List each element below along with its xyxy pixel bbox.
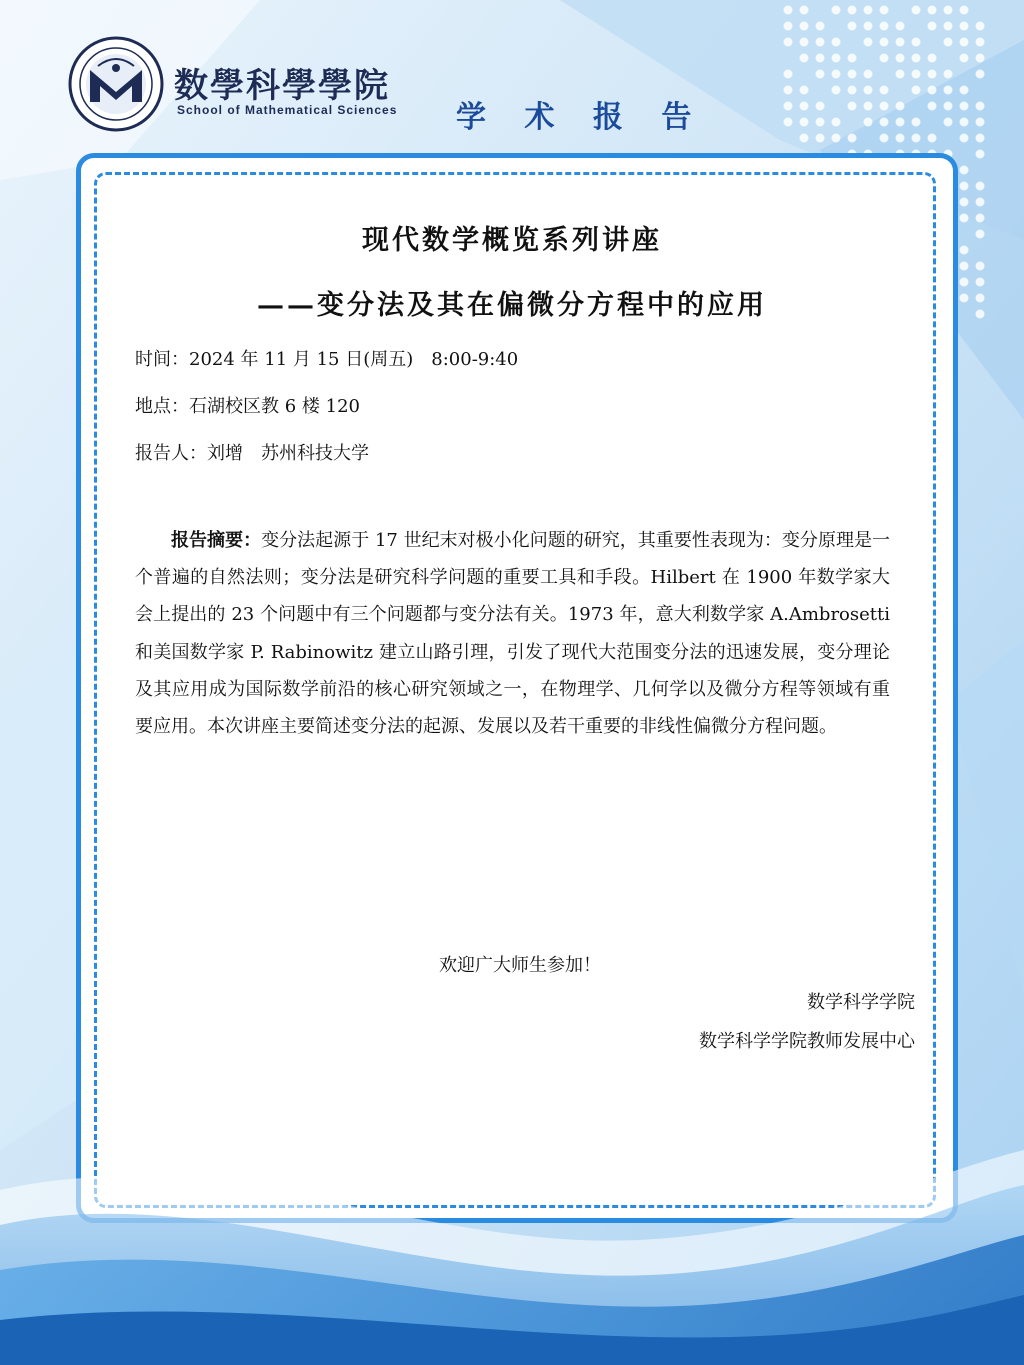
organizer-school: 数学科学学院 [807, 992, 915, 1013]
lecture-speaker: 报告人：刘增 苏州科技大学 [135, 443, 369, 464]
lecture-time: 时间：2024 年 11 月 15 日(周五) 8:00-9:40 [135, 349, 519, 370]
school-name-cn: 数學科學學院 [174, 66, 390, 106]
school-logo-icon [68, 36, 164, 132]
school-name-en: School of Mathematical Sciences [177, 103, 398, 117]
welcome-text: 欢迎广大师生参加！ [439, 955, 601, 976]
academic-report-badge: 学 术 报 告 [456, 100, 706, 135]
organizer-center: 数学科学学院教师发展中心 [699, 1031, 915, 1052]
lecture-series-title: 现代数学概览系列讲座 [362, 225, 662, 256]
abstract-label: 报告摘要： [171, 530, 262, 551]
lecture-location: 地点：石湖校区教 6 楼 120 [135, 396, 360, 417]
header [0, 0, 1024, 150]
lecture-abstract [135, 522, 890, 745]
abstract-text: 变分法起源于 17 世纪末对极小化问题的研究，其重要性表现为：变分原理是一个普遍的自然法则；变分法是研究科学问题的重要工具和手段。Hilbert 在 1900 年数学家大会上提出的 23 个问题中有三个问题都与变分法有关。1973 年，意大利数学家 A.Ambrosetti 和美国数学家 P. Rabinowitz 建立山路引理，引发了现代大范围变分法的迅速发展，变分理论及其应用成为国际数学前沿的核心研究领域之一，在物理学、几何学以及微分方程等领域有重要应用。本次讲座主要简述变分法的起源、发展以及若干重要的非线性偏微分方程问题。 [135, 530, 890, 738]
lecture-subtitle: ——变分法及其在偏微分方程中的应用 [257, 290, 767, 321]
